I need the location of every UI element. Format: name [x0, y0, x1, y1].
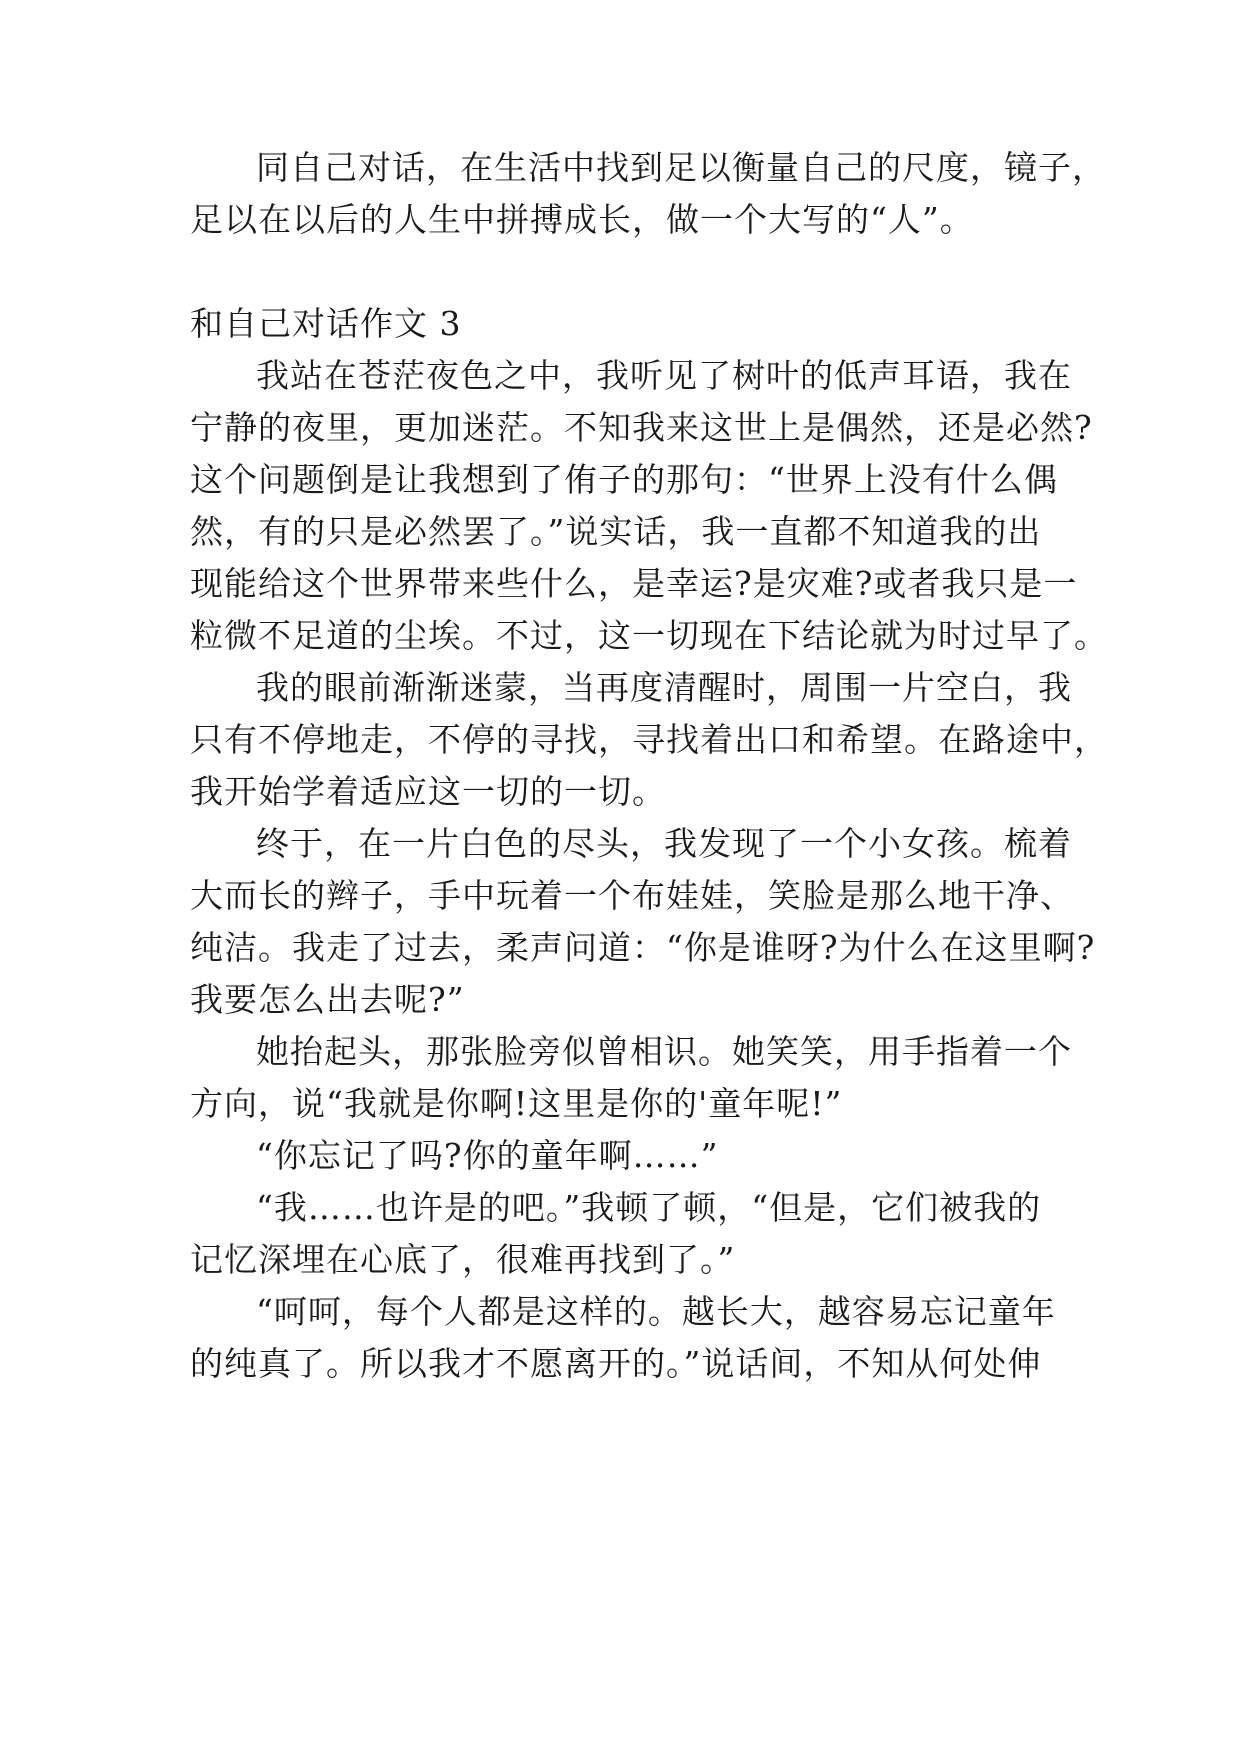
paragraph-2-line-2: 宁静的夜里，更加迷茫。不知我来这世上是偶然，还是必然? — [190, 408, 1093, 447]
paragraph-5-line-1: 她抬起头，那张脸旁似曾相识。她笑笑，用手指着一个 — [256, 1032, 1072, 1071]
paragraph-2-line-6: 粒微不足道的尘埃。不过，这一切现在下结论就为时过早了。 — [190, 616, 1108, 655]
paragraph-8-line-2: 的纯真了。所以我才不愿离开的。”说话间，不知从何处伸 — [190, 1344, 1042, 1383]
paragraph-1-line-1: 同自己对话，在生活中找到足以衡量自己的尺度，镜子， — [256, 148, 1106, 187]
paragraph-7-line-1: “我……也许是的吧。”我顿了顿，“但是，它们被我的 — [256, 1188, 1042, 1227]
section-title: 和自己对话作文 3 — [190, 304, 462, 343]
paragraph-3-line-3: 我开始学着适应这一切的一切。 — [190, 772, 666, 811]
paragraph-2-line-3: 这个问题倒是让我想到了侑子的那句：“世界上没有什么偶 — [190, 460, 1058, 499]
paragraph-1-line-2: 足以在以后的人生中拼搏成长，做一个大写的“人”。 — [190, 200, 974, 239]
paragraph-2-line-4: 然，有的只是必然罢了。”说实话，我一直都不知道我的出 — [190, 512, 1042, 551]
paragraph-5-line-2: 方向，说“我就是你啊!这里是你的'童年呢!” — [190, 1084, 843, 1123]
paragraph-4-line-1: 终于，在一片白色的尽头，我发现了一个小女孩。梳着 — [256, 824, 1072, 863]
paragraph-2-line-1: 我站在苍茫夜色之中，我听见了树叶的低声耳语，我在 — [256, 356, 1072, 395]
paragraph-8-line-1: “呵呵，每个人都是这样的。越长大，越容易忘记童年 — [256, 1292, 1056, 1331]
paragraph-2-line-5: 现能给这个世界带来些什么，是幸运?是灾难?或者我只是一 — [190, 564, 1078, 603]
paragraph-3-line-2: 只有不停地走，不停的寻找，寻找着出口和希望。在路途中， — [190, 720, 1108, 759]
paragraph-7-line-2: 记忆深埋在心底了，很难再找到了。” — [190, 1240, 736, 1279]
paragraph-6-line-1: “你忘记了吗?你的童年啊……” — [256, 1136, 719, 1175]
paragraph-3-line-1: 我的眼前渐渐迷蒙，当再度清醒时，周围一片空白，我 — [256, 668, 1072, 707]
paragraph-4-line-2: 大而长的辫子，手中玩着一个布娃娃，笑脸是那么地干净、 — [190, 876, 1074, 915]
paragraph-4-line-3: 纯洁。我走了过去，柔声问道：“你是谁呀?为什么在这里啊? — [190, 928, 1096, 967]
paragraph-4-line-4: 我要怎么出去呢?” — [190, 980, 465, 1019]
